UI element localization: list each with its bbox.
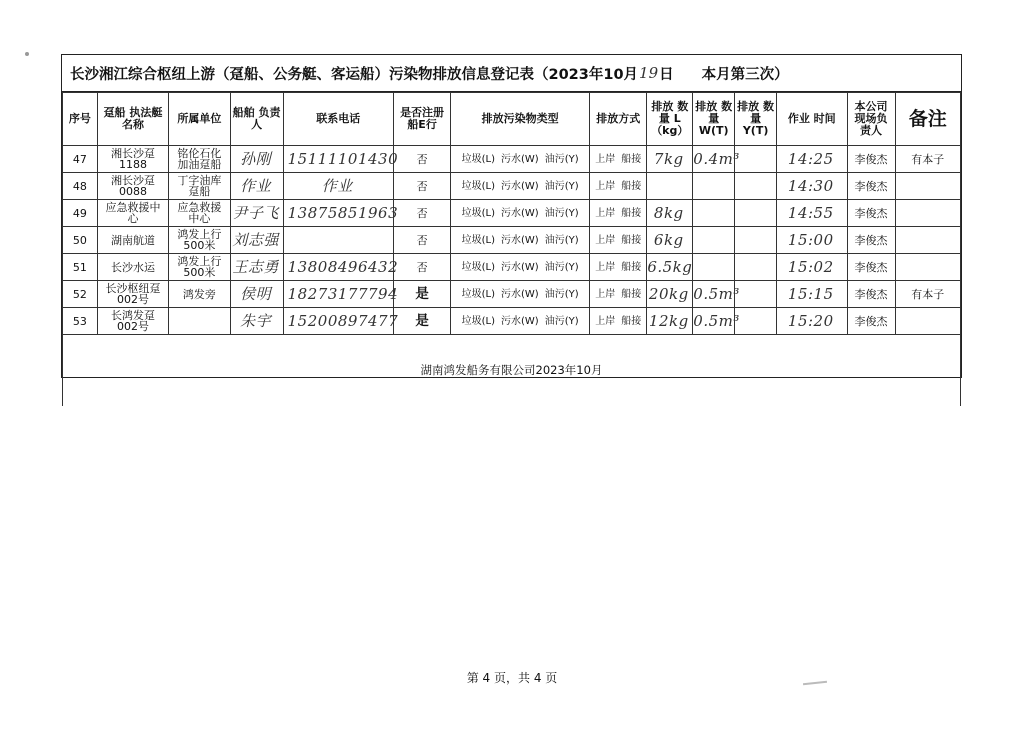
option-oil: 油污(Y) [544, 180, 579, 192]
cell-seq: 48 [63, 173, 98, 200]
cell-owner-handwritten: 作业 [230, 173, 283, 200]
cell-owner-handwritten: 朱宇 [230, 308, 283, 335]
option-sewage: 污水(W) [501, 315, 539, 327]
scan-dot [25, 52, 29, 56]
cell-qty-y [735, 146, 777, 173]
option-sewage: 污水(W) [501, 207, 539, 219]
option-trash: 垃圾(L) [461, 234, 496, 246]
cell-seq: 47 [63, 146, 98, 173]
cell-qty-w: 0.4m³ [693, 146, 735, 173]
header-registered: 是否注册 船E行 [393, 93, 450, 146]
cell-note: 有本子 [895, 281, 960, 308]
option-sewage: 污水(W) [501, 288, 539, 300]
cell-note [895, 227, 960, 254]
cell-note [895, 200, 960, 227]
option-shore: 上岸 [595, 207, 616, 219]
option-trash: 垃圾(L) [461, 261, 496, 273]
header-method: 排放方式 [590, 93, 647, 146]
cell-qty-y [735, 281, 777, 308]
cell-time: 15:15 [777, 281, 847, 308]
cell-ship: 长沙水运 [97, 254, 169, 281]
cell-time: 14:30 [777, 173, 847, 200]
records-table [62, 92, 961, 406]
cell-seq: 53 [63, 308, 98, 335]
option-shore: 上岸 [595, 315, 616, 327]
cell-seq: 52 [63, 281, 98, 308]
page-number: 第 4 页，共 4 页 [466, 671, 558, 685]
cell-registered: 否 [393, 173, 450, 200]
option-shore: 上岸 [595, 288, 616, 300]
cell-time: 14:55 [777, 200, 847, 227]
cell-seq: 50 [63, 227, 98, 254]
option-sewage: 污水(W) [501, 153, 539, 165]
option-trash: 垃圾(L) [461, 315, 496, 327]
header-time: 作业 时间 [777, 93, 847, 146]
option-oil: 油污(Y) [544, 288, 579, 300]
table-row [63, 200, 961, 227]
cell-qty-l: 20kg [647, 281, 693, 308]
cell-qty-y [735, 308, 777, 335]
header-qty-w: 排放 数量 W(T) [693, 93, 735, 146]
option-ship-recv: 船接 [621, 180, 642, 192]
cell-unit: 丁字油库 趸船 [169, 173, 230, 200]
cell-registered: 否 [393, 227, 450, 254]
header-qty-y: 排放 数量 Y(T) [735, 93, 777, 146]
table-row [63, 281, 961, 308]
cell-seq: 51 [63, 254, 98, 281]
title-main: 长沙湘江综合枢纽上游（趸船、公务艇、客运船）污染物排放信息登记表（2023年10月 [70, 66, 639, 83]
cell-note [895, 254, 960, 281]
company-footer: 湖南鸿发船务有限公司2023年10月 [63, 335, 961, 407]
cell-unit: 鸿发上行 500米 [169, 254, 230, 281]
option-oil: 油污(Y) [544, 153, 579, 165]
header-ship: 趸船 执法艇名称 [97, 93, 169, 146]
cell-method [590, 146, 647, 173]
cell-ship: 长鸿发趸 002号 [97, 308, 169, 335]
cell-owner-handwritten: 王志勇 [230, 254, 283, 281]
cell-qty-y [735, 254, 777, 281]
cell-staff: 李俊杰 [847, 281, 895, 308]
cell-staff: 李俊杰 [847, 200, 895, 227]
title-day-handwritten: 19 [639, 64, 659, 82]
option-ship-recv: 船接 [621, 207, 642, 219]
cell-time: 15:02 [777, 254, 847, 281]
option-ship-recv: 船接 [621, 261, 642, 273]
cell-ship: 应急救援中 心 [97, 200, 169, 227]
cell-unit: 铭伦石化 加油趸船 [169, 146, 230, 173]
cell-note: 有本子 [895, 146, 960, 173]
option-ship-recv: 船接 [621, 288, 642, 300]
cell-method [590, 227, 647, 254]
option-shore: 上岸 [595, 234, 616, 246]
cell-time: 15:00 [777, 227, 847, 254]
cell-types [451, 308, 590, 335]
cell-time: 14:25 [777, 146, 847, 173]
cell-phone-handwritten: 作业 [283, 173, 393, 200]
footer-row [63, 335, 961, 407]
cell-types [451, 254, 590, 281]
cell-unit: 鸿发上行 500米 [169, 227, 230, 254]
cell-registered: 否 [393, 200, 450, 227]
header-row [63, 93, 961, 146]
header-seq: 序号 [63, 93, 98, 146]
cell-phone-handwritten: 15111101430 [283, 146, 393, 173]
cell-ship: 湘长沙趸 0088 [97, 173, 169, 200]
cell-time: 15:20 [777, 308, 847, 335]
cell-types [451, 227, 590, 254]
option-ship-recv: 船接 [621, 234, 642, 246]
header-phone: 联系电话 [283, 93, 393, 146]
cell-types [451, 200, 590, 227]
cell-types [451, 281, 590, 308]
cell-qty-w: 0.5m³ [693, 281, 735, 308]
cell-ship: 湖南航道 [97, 227, 169, 254]
header-unit: 所属单位 [169, 93, 230, 146]
cell-qty-w [693, 254, 735, 281]
cell-qty-w: 0.5m³ [693, 308, 735, 335]
option-ship-recv: 船接 [621, 153, 642, 165]
header-note: 备注 [895, 93, 960, 146]
cell-method [590, 200, 647, 227]
cell-note [895, 308, 960, 335]
cell-qty-l [647, 173, 693, 200]
cell-method [590, 308, 647, 335]
cell-registered: 是 [393, 281, 450, 308]
option-oil: 油污(Y) [544, 261, 579, 273]
option-trash: 垃圾(L) [461, 288, 496, 300]
cell-registered: 否 [393, 254, 450, 281]
option-oil: 油污(Y) [544, 207, 579, 219]
table-row [63, 254, 961, 281]
option-trash: 垃圾(L) [461, 207, 496, 219]
option-ship-recv: 船接 [621, 315, 642, 327]
option-shore: 上岸 [595, 153, 616, 165]
cell-phone-handwritten [283, 227, 393, 254]
option-sewage: 污水(W) [501, 261, 539, 273]
sheet-title [62, 55, 961, 92]
header-types: 排放污染物类型 [451, 93, 590, 146]
cell-types [451, 146, 590, 173]
cell-registered: 是 [393, 308, 450, 335]
cell-note [895, 173, 960, 200]
cell-method [590, 281, 647, 308]
option-sewage: 污水(W) [501, 180, 539, 192]
cell-owner-handwritten: 尹子飞 [230, 200, 283, 227]
cell-qty-l: 6.5kg [647, 254, 693, 281]
header-staff: 本公司 现场负 责人 [847, 93, 895, 146]
cell-phone-handwritten: 15200897477 [283, 308, 393, 335]
cell-owner-handwritten: 刘志强 [230, 227, 283, 254]
cell-owner-handwritten: 孙刚 [230, 146, 283, 173]
option-oil: 油污(Y) [544, 315, 579, 327]
cell-phone-handwritten: 18273177794 [283, 281, 393, 308]
option-trash: 垃圾(L) [461, 180, 496, 192]
cell-method [590, 254, 647, 281]
option-trash: 垃圾(L) [461, 153, 496, 165]
cell-qty-l: 12kg [647, 308, 693, 335]
cell-qty-w [693, 227, 735, 254]
cell-seq: 49 [63, 200, 98, 227]
cell-unit [169, 308, 230, 335]
cell-qty-y [735, 173, 777, 200]
cell-unit: 应急救援 中心 [169, 200, 230, 227]
cell-qty-y [735, 200, 777, 227]
cell-staff: 李俊杰 [847, 173, 895, 200]
cell-types [451, 173, 590, 200]
cell-staff: 李俊杰 [847, 254, 895, 281]
cell-ship: 长沙枢纽趸 002号 [97, 281, 169, 308]
header-qty-l: 排放 数量 L（kg） [647, 93, 693, 146]
option-shore: 上岸 [595, 261, 616, 273]
cell-staff: 李俊杰 [847, 227, 895, 254]
option-shore: 上岸 [595, 180, 616, 192]
cell-ship: 湘长沙趸 1188 [97, 146, 169, 173]
header-owner: 船舶 负责人 [230, 93, 283, 146]
option-sewage: 污水(W) [501, 234, 539, 246]
table-row [63, 227, 961, 254]
cell-registered: 否 [393, 146, 450, 173]
cell-qty-y [735, 227, 777, 254]
cell-staff: 李俊杰 [847, 146, 895, 173]
title-count: 本月第三次） [701, 66, 789, 83]
cell-qty-l: 7kg [647, 146, 693, 173]
cell-qty-l: 8kg [647, 200, 693, 227]
table-row [63, 146, 961, 173]
registration-sheet [61, 54, 962, 378]
cell-phone-handwritten: 13808496432 [283, 254, 393, 281]
table-row [63, 308, 961, 335]
cell-method [590, 173, 647, 200]
cell-qty-w [693, 173, 735, 200]
table-row [63, 173, 961, 200]
cell-staff: 李俊杰 [847, 308, 895, 335]
cell-qty-w [693, 200, 735, 227]
cell-unit: 鸿发旁 [169, 281, 230, 308]
title-day-suffix: 日 [659, 66, 674, 83]
cell-owner-handwritten: 侯明 [230, 281, 283, 308]
cell-qty-l: 6kg [647, 227, 693, 254]
option-oil: 油污(Y) [544, 234, 579, 246]
cell-phone-handwritten: 13875851963 [283, 200, 393, 227]
